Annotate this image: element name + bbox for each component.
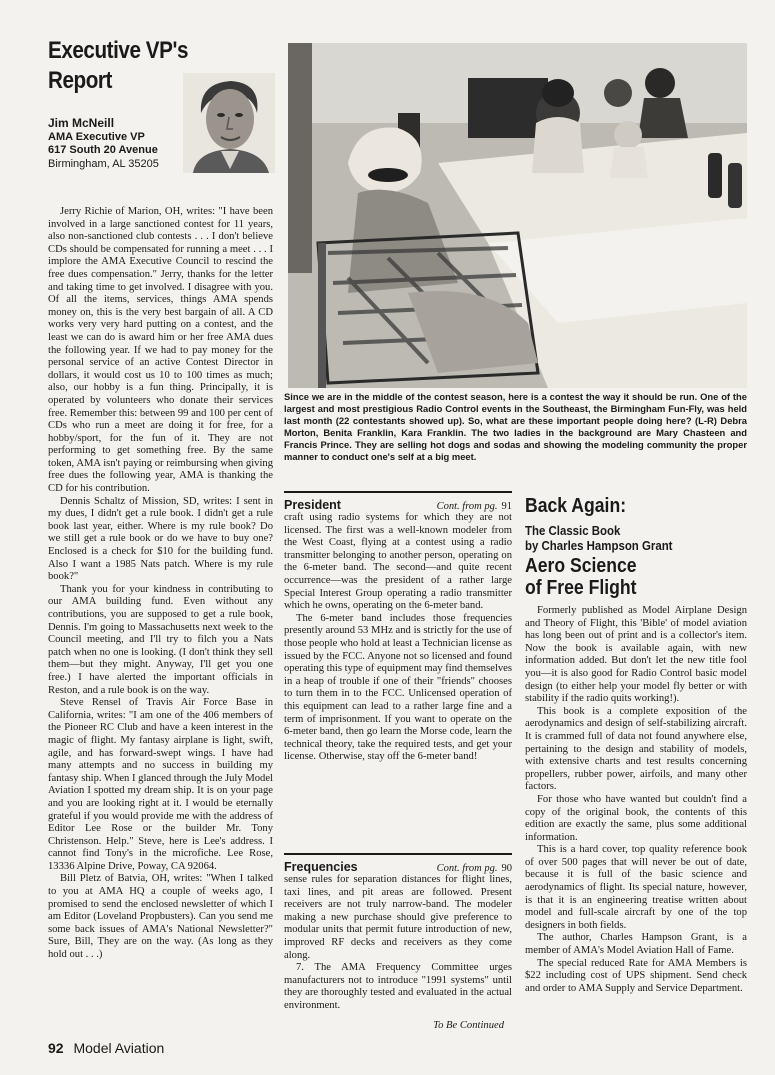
page-title bbox=[48, 36, 203, 96]
magazine-name: Model Aviation bbox=[73, 1040, 165, 1056]
book-paragraph: The special reduced Rate for AMA Members is $22 including cost of UPS shipment. Send check and order to AMA Supply and Service Department. bbox=[525, 957, 747, 994]
letter-paragraph: Bill Pletz of Batvia, OH, writes: "When I talked to you at AMA HQ a couple of weeks ago, I promised to send the enclosed newsletter of which I am Editor (Loveland Propbusters). Can you send me some back issues of AMA's National Newsletter?" Sure, Bill, They are on the way. (As long as they hold out . . .) bbox=[48, 873, 273, 961]
author-block bbox=[48, 117, 159, 171]
book-subtitle: The Classic Book bbox=[525, 523, 621, 538]
frequencies-section-header bbox=[284, 853, 512, 874]
back-again-title: Back Again: bbox=[525, 495, 627, 517]
letter-paragraph: Dennis Schaltz of Mission, SD, writes: I sent in my dues, I didn't get a rule book. I didn't get a rule book last year, either. Where is my rule book? Do we still get a rule book or do we have to buy one? Enclosed is a check for $10 for the building fund. Also I want a 1985 Nats patch. Where is my rule book?" bbox=[48, 495, 273, 583]
continued-label: Cont. from pg. bbox=[436, 501, 498, 512]
frequencies-title: Frequencies bbox=[284, 860, 358, 874]
president-paragraph: The 6-meter band includes those frequencies presently around 53 MHz and is strictly for the use of those people who hold at least a Technician license as issued by the FCC. Anyone not so licensed and found operating this type of equipment may find themselves in a heap of trouble if one of their "friends" chooses to turn them in to the FCC. Unlicensed operation of this equipment can lead to a rather large fine and a term of imprisonment. If you want to operate on the 6-meter band, then go learn the Morse code, learn the technical theory, take the required tests, and get your license. Otherwise, stay off the 6-meter band! bbox=[284, 612, 512, 763]
letter-paragraph: Thank you for your kindness in contributing to our AMA building fund. Even without any contributions, you are supposed to get a rule book, Dennis. I'm going to Massachusetts next week to the Council meeting, and I'll try to filch you a Nats patch when no one is looking. (I don't think they sell them—but they might. Anyway, I'll get you one free.) I have alerted the important officials in Reston, and a rule book is on the way. bbox=[48, 583, 273, 696]
photo-caption: Since we are in the middle of the contest season, here is a contest the way it should be run. One of the largest and most prestigious Radio Control events in the Southeast, the Birmingham Fun-Fly, was held last month (22 contestants showed up). So, what are these important people doing here? (L-R) Debra Morton, Benita Franklin, Kara Franklin. The two ladies in the background are Mary Chasteen and Francis Prince. They are selling hot dogs and sodas and showing the modeling community the proper manner to conduct one's self at a big meet. bbox=[284, 391, 747, 462]
frequencies-continued bbox=[437, 863, 512, 874]
letters-column bbox=[48, 206, 273, 1004]
president-paragraph: craft using radio systems for which they are not licensed. The first was a well-known modeler from the West Coast, flying at a contest using a radio transmitter belonging to another person, operating on the 6-meter band. The second—and quite recent occurrence—was the president of a rather large Special Interest Group operating a radio transmitter which he owns, operating on the 6-meter band. bbox=[284, 512, 512, 612]
continued-label: Cont. from pg. bbox=[436, 863, 498, 874]
fun-fly-photo bbox=[288, 43, 747, 388]
letter-paragraph: Steve Rensel of Travis Air Force Base in California, writes: "I am one of the 406 members of the Pioneer RC Club and have a keen interest in the magic of flight. My fantasy airplane is light, swift, agile, and has forward-swept wings. I have had many attempts and no success in building my fantasy ship. When I glanced through the July Model Aviation I spotted my dream ship. It is on your page and you are looking right at it. I would be eternally grateful if you would provide me with the address of Editor Lee Rose or the builder Mr. Tony Christenson. Help." Steve, here is Lee's address. I cannot find Tony's in the microfiche. Lee Rose, 13336 Alpine Drive, Poway, CA 92064. bbox=[48, 697, 273, 872]
continued-page: 90 bbox=[501, 863, 512, 874]
back-again-column bbox=[525, 605, 747, 1035]
president-continued bbox=[437, 501, 512, 512]
president-column bbox=[284, 512, 512, 842]
frequencies-paragraph: 7. The AMA Frequency Committee urges manufacturers not to introduce "1991 systems" until they are thoroughly tested and evaluated in the actual environment. bbox=[284, 962, 512, 1011]
author-address-2: Birmingham, AL 35205 bbox=[48, 157, 159, 170]
author-address-1: 617 South 20 Avenue bbox=[48, 144, 158, 156]
frequencies-paragraph: sense rules for separation distances for flight lines, taxi lines, and pit areas are followed. Present receivers are not truly narrow-band. The modeler making a new purchase should give preference to modular units that permit future introduction of new, improved RF decks and receivers as they come along. bbox=[284, 874, 512, 961]
author-portrait bbox=[183, 73, 275, 173]
book-paragraph: The author, Charles Hampson Grant, is a member of AMA's Model Aviation Hall of Fame. bbox=[525, 932, 747, 957]
title-line-2: Report bbox=[48, 67, 112, 94]
book-paragraph: Formerly published as Model Airplane Design and Theory of Flight, this 'Bible' of model aviation has long been out of print and is a collector's item. Now the book is available again, with new information added. But don't let the new title fool you—it is also good for Radio Control basic model design (to either help your model fly better or with stability if the radio quits working!). bbox=[525, 605, 747, 705]
to-be-continued: To Be Continued bbox=[433, 1020, 504, 1031]
book-author: by Charles Hampson Grant bbox=[525, 538, 673, 553]
book-title-line-1: Aero Science bbox=[525, 555, 637, 577]
president-title: President bbox=[284, 498, 341, 512]
author-name: Jim McNeill bbox=[48, 116, 115, 130]
continued-page: 91 bbox=[501, 501, 512, 512]
book-paragraph: This book is a complete exposition of the aerodynamics and design of self-stabilizing aircraft. It is crammed full of data not found anywhere else, pertaining to the design and stability of models, with extensive charts and test results concerning propellers, rubber power, airfoils, and many other factors. bbox=[525, 705, 747, 793]
frequencies-column bbox=[284, 874, 512, 1026]
back-again-heading bbox=[525, 495, 723, 599]
book-paragraph: This is a hard cover, top quality reference book of over 500 pages that will never be out of date, because it is full of the basic science and aerodynamics of flight. Its special nature, however, is that it is an engineering treatise written about model and full-scale aircraft by one of the top designers in both fields. bbox=[525, 844, 747, 931]
letter-paragraph: Jerry Richie of Marion, OH, writes: "I have been involved in a large sanctioned contest for 11 years, also non-sanctioned club contests . . . I don't believe CDs should be compensated for running a meet . . . I implore the AMA Executive Council to rescind the free dues compensation." Jerry, thanks for the letter and taking time to get involved. I disagree with you. Of all the items, services, things AMA spends money on, this is the very best bargain of all. A CD works very very hard putting on a contest, and the least we can do is award him or her free AMA dues the following year. If we had to pay money for the personal service of an active Contest Director in dollars, it would cost us 10 to 100 times as much; also, our hobby is a fun thing. Principally, it is operated by volunteers who donate their services free. Remember this: between 99 and 100 per cent of CDs who run a meet are doing it for free, for a hobby/sport, for the fun of it. They are not performing to get something free. By the same token, AMA isn't paying or reimbursing when giving free dues the following year, AMA is thanking the CD for his contribution. bbox=[48, 206, 273, 495]
page-footer bbox=[48, 1040, 164, 1056]
president-section-header bbox=[284, 491, 512, 512]
page-number: 92 bbox=[48, 1040, 64, 1056]
book-paragraph: For those who have wanted but couldn't find a copy of the original book, the contents of this edition are exactly the same, plus some additional information. bbox=[525, 793, 747, 843]
title-line-1: Executive VP's bbox=[48, 37, 189, 64]
book-title-line-2: of Free Flight bbox=[525, 577, 637, 599]
author-role: AMA Executive VP bbox=[48, 130, 145, 143]
